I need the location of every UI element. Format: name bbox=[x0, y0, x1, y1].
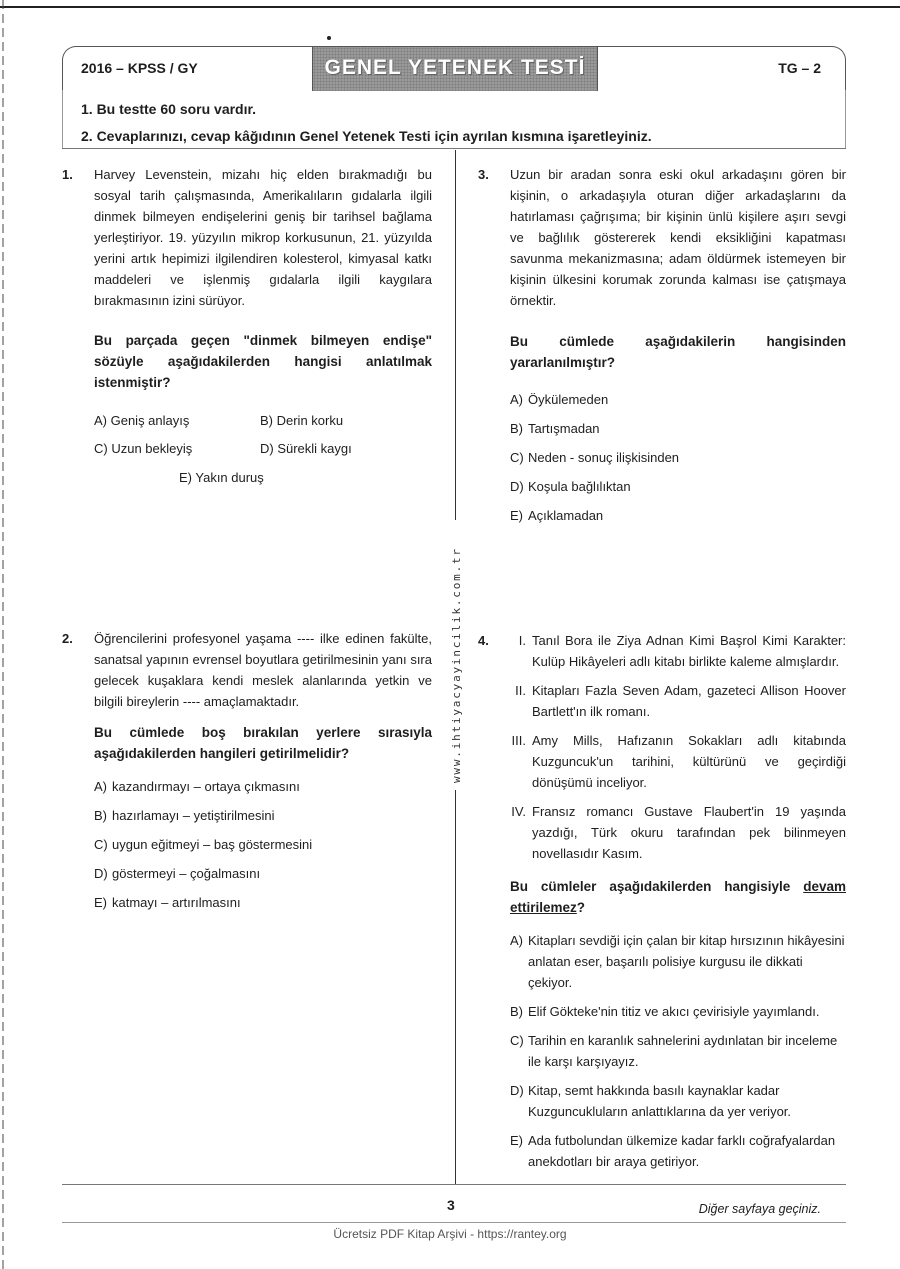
option-d[interactable]: D) Sürekli kaygı bbox=[260, 441, 352, 456]
next-page-note: Diğer sayfaya geçiniz. bbox=[698, 1202, 821, 1216]
instruction-2: 2. Cevaplarınızı, cevap kâğıdının Genel Yetenek Testi için ayrılan kısmına işaretleyiniz. bbox=[81, 128, 652, 144]
question-text: Uzun bir aradan sonra eski okul arkadaşını gören bir kişinin, o arkadaşıyla oturan diğer arkadaşlarını da hatırlaması çağrışıma; bir kişinin ünlü kişilere aşırı sevgi ve bağlılık göstererek kendi eksikliğini kapatması savunma mekanizmasına; adam öldürmek istemeyen bir kişinin ülkesini korumak zorunda kalması ise çatışmaya örnektir. bbox=[510, 167, 846, 308]
question-stem: Bu cümleler aşağıdakilerden hangisiyle devam ettirilemez? bbox=[510, 879, 846, 915]
option-a[interactable]: A) Kitapları sevdiği için çalan bir kitap hırsızının hikâyesini anlatan eser, başarılı polisiye kurgusu ile dikkati çekiyor. bbox=[510, 933, 845, 990]
option-e[interactable]: E) Açıklamadan bbox=[510, 508, 604, 523]
option-b[interactable]: B) Derin korku bbox=[260, 413, 344, 428]
test-title: GENEL YETENEK TESTİ bbox=[324, 56, 586, 79]
column-divider-bottom bbox=[455, 790, 456, 1184]
question-number: 3. bbox=[478, 167, 489, 182]
options bbox=[510, 930, 846, 1172]
option-e[interactable]: E) Ada futbolundan ülkemize kadar farklı coğrafyalardan anekdotları bir araya getiriyor. bbox=[510, 1133, 836, 1169]
exam-header bbox=[62, 46, 846, 90]
stem-emphasis: devam ettirilemez bbox=[510, 879, 846, 915]
source-rule bbox=[62, 1222, 846, 1223]
question-number: 4. bbox=[478, 633, 489, 648]
option-d[interactable]: D) göstermeyi – çoğalmasını bbox=[94, 866, 261, 881]
source-note: Ücretsiz PDF Kitap Arşivi - https://rantey.org bbox=[333, 1227, 567, 1241]
statement-1: I. Tanıl Bora ile Ziya Adnan Kimi Başrol Kimi Karakter: Kulüp Hikâyeleri adlı kitabı birlikte kaleme almışlardır. bbox=[518, 633, 846, 669]
options bbox=[94, 776, 432, 913]
options bbox=[94, 410, 432, 484]
title-box bbox=[312, 47, 598, 91]
instruction-1: 1. Bu testte 60 soru vardır. bbox=[81, 101, 257, 117]
question-stem: Bu cümlede boş bırakılan yerlere sırasıyla aşağıdakilerden hangileri getirilmelidir? bbox=[94, 725, 432, 761]
question-stem: Bu parçada geçen "dinmek bilmeyen endişe" sözüyle aşağıdakilerden hangisi anlatılmak istenmiştir? bbox=[94, 333, 432, 390]
column-divider-top bbox=[455, 150, 456, 520]
binding-edge bbox=[2, 0, 4, 1269]
option-c[interactable]: C) uygun eğitmeyi – baş göstermesini bbox=[94, 837, 313, 852]
statement-4: IV. Fransız romancı Gustave Flaubert'in 19 yaşında yazdığı, Türk okuru tarafından pek bilinmeyen novellasıdır Kasım. bbox=[511, 804, 846, 861]
options bbox=[510, 389, 846, 526]
top-rule bbox=[0, 6, 900, 8]
booklet-code: TG – 2 bbox=[778, 60, 821, 76]
option-a[interactable]: A) kazandırmayı – ortaya çıkmasını bbox=[94, 779, 300, 794]
question-stem: Bu cümlede aşağıdakilerin hangisinden yararlanılmıştır? bbox=[510, 334, 846, 370]
option-a[interactable]: A) Öykülemeden bbox=[510, 392, 609, 407]
statement-2: II. Kitapları Fazla Seven Adam, gazeteci Allison Hoover Bartlett'ın ilk romanı. bbox=[515, 683, 846, 719]
question-text: Harvey Levenstein, mizahı hiç elden bırakmadığı bu sosyal tarih çalışmasında, Amerikalıların gıdalarla ilgili dinmek bilmeyen endişelerini geniş bir tarihsel bağlama yerleştiriyor. 19. yüzyılın mikrop korkusunun, 21. yüzyılda yerini artık hepimizi ilgilendiren kolesterol, kimyasal katkı maddeleri ve işlenmiş gıdalarla ilgili kaygılara bırakmasının izini sürüyor. bbox=[94, 167, 432, 308]
question-number: 1. bbox=[62, 167, 73, 182]
watermark-text: www.ihtiyacyayincilik.com.tr bbox=[450, 547, 463, 783]
footer-rule bbox=[62, 1184, 846, 1185]
statement-3: III. Amy Mills, Hafızanın Sokakları adlı kitabında Kuzguncuk'un tarihini, kültürünü ve geçirdiği dönüşümü inceliyor. bbox=[511, 733, 846, 790]
option-b[interactable]: B) Elif Gökteke'nin titiz ve akıcı çevirisiyle yayımlandı. bbox=[510, 1004, 820, 1019]
page-number: 3 bbox=[447, 1197, 455, 1213]
option-c[interactable]: C) Neden - sonuç ilişkisinden bbox=[510, 450, 680, 465]
option-b[interactable]: B) hazırlamayı – yetiştirilmesini bbox=[94, 808, 275, 823]
option-d[interactable]: D) Koşula bağlılıktan bbox=[510, 479, 631, 494]
option-e[interactable]: E) Yakın duruş bbox=[179, 470, 264, 485]
option-e[interactable]: E) katmayı – artırılmasını bbox=[94, 895, 241, 910]
question-number: 2. bbox=[62, 631, 73, 646]
watermark bbox=[447, 525, 465, 785]
exam-label: 2016 – KPSS / GY bbox=[81, 60, 198, 76]
option-c[interactable]: C) Uzun bekleyiş bbox=[94, 441, 193, 456]
instructions bbox=[62, 90, 846, 148]
option-d[interactable]: D) Kitap, semt hakkında basılı kaynaklar kadar Kuzguncukluların anlattıklarına da yer veriyor. bbox=[510, 1083, 792, 1119]
option-c[interactable]: C) Tarihin en karanlık sahnelerini aydınlatan bir inceleme ile karşı karşıyayız. bbox=[510, 1033, 838, 1069]
option-b[interactable]: B) Tartışmadan bbox=[510, 421, 600, 436]
question-text: Öğrencilerini profesyonel yaşama ---- ilke edinen fakülte, sanatsal yapının evrensel boyutlara getirilmesinin yanı sıra gelecek kuşaklara kendi meslek alanlarında yetkin ve bilgili bireylerin ---- amaçlamaktadır. bbox=[94, 631, 432, 709]
header-dot bbox=[327, 36, 331, 40]
option-a[interactable]: A) Geniş anlayış bbox=[94, 413, 190, 428]
intro-rule bbox=[62, 148, 846, 149]
